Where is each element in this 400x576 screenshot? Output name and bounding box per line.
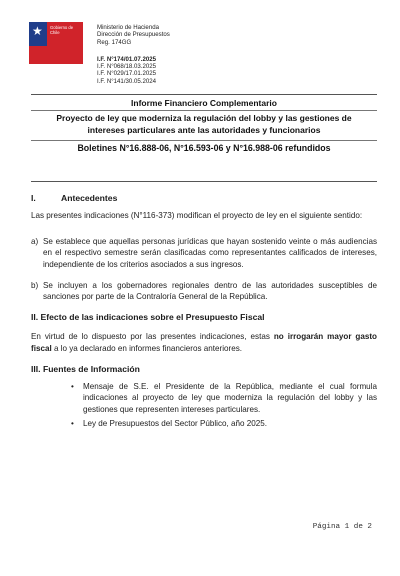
- reference-line: I.F. N°174/01.07.2025: [97, 56, 157, 63]
- page-number: Página 1 de 2: [312, 523, 372, 531]
- registry-number: Reg. 174GG: [97, 38, 132, 46]
- logo-red-band: [29, 46, 83, 64]
- list-item-text: Se establece que aquellas personas jurídicas que hayan sostenido veinte o más audiencias en el respectivo semestre serán clasificadas como representantes calificados de intereses, independiente de los criterios asociados a sus ingresos.: [43, 237, 377, 269]
- logo-text: Gobierno de Chile: [50, 25, 74, 35]
- boletines-line: Boletines N°16.888-06, N°16.593-06 y N°16.988-06 refundidos: [77, 143, 331, 153]
- list-item: [71, 418, 377, 429]
- ministry-header: [97, 24, 170, 46]
- divider: [31, 110, 377, 111]
- project-title: Proyecto de ley que moderniza la regulación del lobby y las gestiones de intereses particulares ante las autoridades y funcionarios: [56, 113, 352, 135]
- list-marker: b): [31, 281, 39, 290]
- ministry-name: Ministerio de Hacienda: [97, 24, 159, 31]
- section-heading-fuentes: III. Fuentes de Información: [31, 364, 140, 374]
- reference-line: I.F. N°029/17.01.2025: [97, 70, 157, 78]
- gobierno-logo: [29, 22, 83, 64]
- star-icon: ★: [32, 24, 43, 38]
- reference-line: I.F. N°068/18.03.2025: [97, 63, 157, 71]
- reference-line: I.F. N°141/30.05.2024: [97, 77, 157, 85]
- section1-intro: Las presentes indicaciones (N°116-373) modifican el proyecto de ley en el siguiente sentido:: [31, 211, 363, 220]
- direction-name: Dirección de Presupuestos: [97, 31, 170, 39]
- list-marker: a): [31, 237, 39, 246]
- section-heading-antecedentes: I. Antecedentes: [31, 193, 118, 203]
- list-item-text: Mensaje de S.E. el Presidente de la República, mediante el cual formula indicaciones al proyecto de ley que moderniza la regulación del lobby y las gestiones que representen intereses particulares.: [83, 382, 377, 414]
- bullet: •: [71, 419, 74, 428]
- section-heading-efecto: II. Efecto de las indicaciones sobre el Presupuesto Fiscal: [31, 312, 265, 322]
- list-item: [31, 236, 377, 270]
- list-item-text: Se incluyen a los gobernadores regionales dentro de las autoridades susceptibles de sanciones por parte de la Contraloría General de la República.: [43, 281, 377, 302]
- report-heading: Informe Financiero Complementario: [131, 98, 277, 108]
- list-item: [71, 381, 377, 415]
- report-references: [97, 56, 156, 85]
- divider: [31, 140, 377, 141]
- title-block: [31, 94, 377, 182]
- bullet: •: [71, 382, 74, 391]
- list-item: [31, 280, 377, 303]
- section2-text: En virtud de lo dispuesto por las presentes indicaciones, estas no irrogarán mayor gasto fiscal a lo ya declarado en informes financieros anteriores.: [31, 332, 378, 353]
- list-item-text: Ley de Presupuestos del Sector Público, año 2025.: [83, 419, 268, 428]
